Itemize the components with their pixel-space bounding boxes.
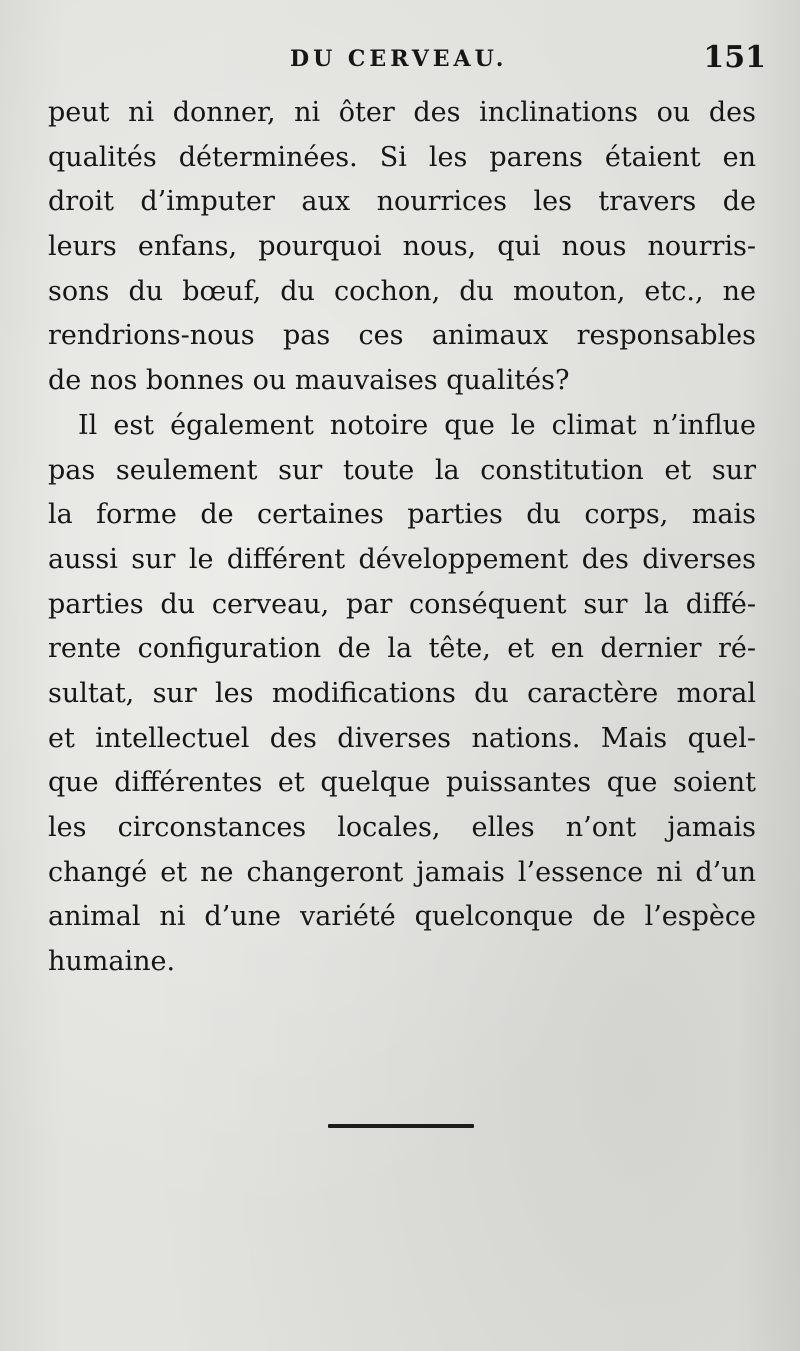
- body-text: [48, 91, 756, 985]
- section-end-rule: [328, 1124, 474, 1128]
- text-line: et intellectuel des diverses nations. Mais quel-: [48, 722, 756, 754]
- paragraph-2: [48, 404, 756, 985]
- page-number: 151: [703, 40, 766, 75]
- text-line: droit d’imputer aux nourrices les travers de: [48, 186, 756, 218]
- text-line: pas seulement sur toute la constitution et sur: [48, 454, 756, 486]
- text-line: leurs enfans, pourquoi nous, qui nous nourris-: [48, 231, 756, 263]
- text-line: les circonstances locales, elles n’ont jamais: [48, 812, 756, 843]
- text-line: qualités déterminées. Si les parens étaient en: [48, 141, 756, 173]
- text-line: de nos bonnes ou mauvaises qualités?: [48, 365, 570, 397]
- text-line: parties du cerveau, par conséquent sur la diffé-: [48, 588, 756, 620]
- text-line: rente configuration de la tête, et en dernier ré-: [48, 633, 756, 665]
- page-header: [0, 40, 800, 84]
- running-title: DU CERVEAU.: [290, 46, 508, 72]
- text-line: que différentes et quelque puissantes que soient: [48, 767, 756, 799]
- paragraph-1: [48, 91, 756, 404]
- text-line: changé et ne changeront jamais l’essence ni d’un: [48, 856, 756, 888]
- text-line: peut ni donner, ni ôter des inclinations ou des: [48, 97, 756, 128]
- text-line: humaine.: [48, 946, 176, 978]
- text-line: la forme de certaines parties du corps, mais: [48, 499, 756, 531]
- text-line: animal ni d’une variété quelconque de l’espèce: [48, 901, 756, 933]
- text-line: aussi sur le différent développement des diverses: [48, 543, 756, 575]
- text-line: sons du bœuf, du cochon, du mouton, etc., ne: [48, 275, 756, 307]
- text-line: rendrions-nous pas ces animaux responsables: [48, 320, 756, 352]
- text-line: Il est également notoire que le climat n’influe: [78, 409, 756, 441]
- text-line: sultat, sur les modifications du caractère moral: [48, 677, 756, 709]
